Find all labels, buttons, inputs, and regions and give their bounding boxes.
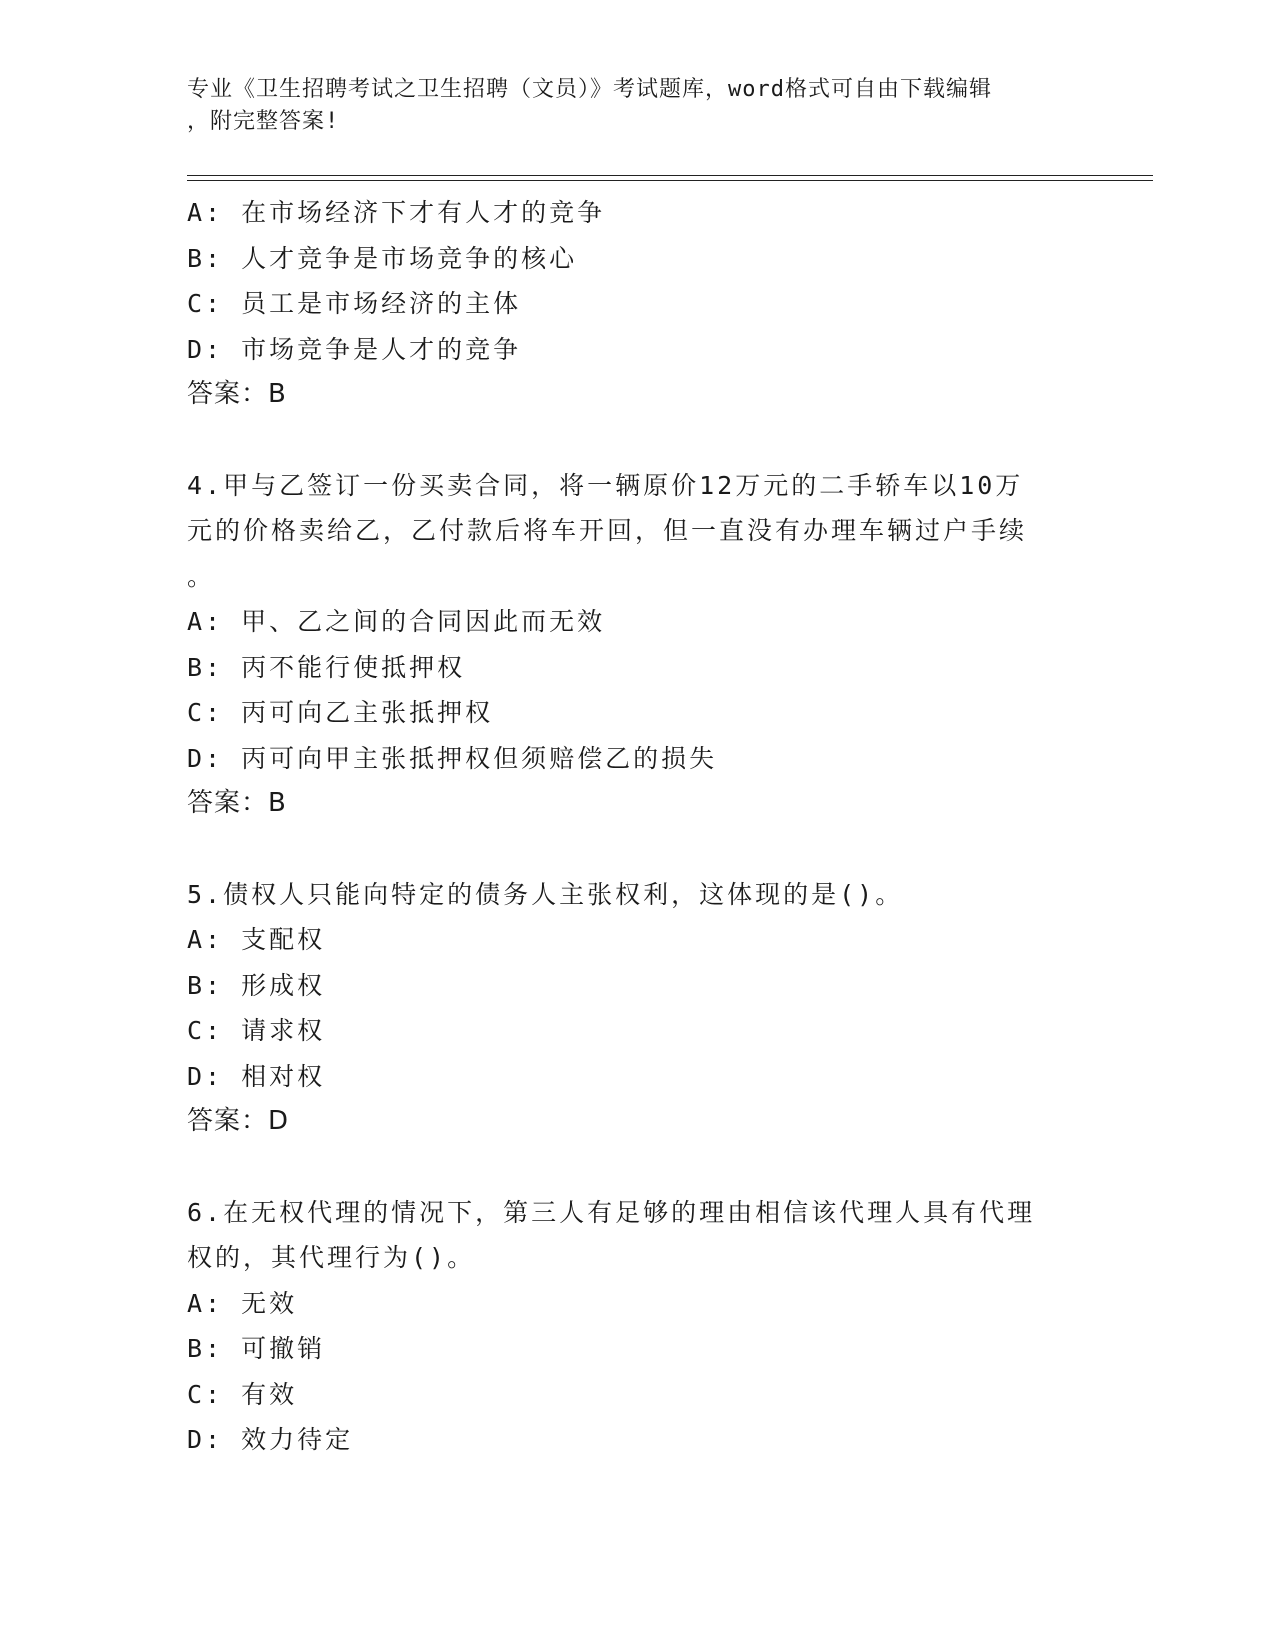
option-b: B: 丙不能行使抵押权 [187, 652, 466, 682]
question-stem-line: 6.在无权代理的情况下，第三人有足够的理由相信该代理人具有代理 [187, 1197, 1036, 1227]
spacer [187, 827, 1087, 872]
option-c: C: 丙可向乙主张抵押权 [187, 698, 494, 727]
question-5 [187, 872, 1087, 1145]
option-c: C: 有效 [187, 1379, 298, 1409]
option-d: D: 市场竞争是人才的竞争 [187, 334, 522, 364]
option-a: A: 无效 [187, 1288, 298, 1318]
option-d: D: 相对权 [187, 1061, 326, 1091]
option-a: A: 在市场经济下才有人才的竞争 [187, 198, 606, 227]
document-header [187, 74, 1067, 138]
question-6 [187, 1190, 1087, 1463]
option-a: A: 支配权 [187, 925, 326, 954]
option-c: C: 请求权 [187, 1016, 326, 1045]
spacer [187, 1145, 1087, 1190]
header-line-2: ，附完整答案! [187, 109, 340, 134]
answer-line: 答案：B [187, 788, 287, 818]
option-c: C: 员工是市场经济的主体 [187, 289, 522, 318]
option-b: B: 形成权 [187, 970, 326, 1000]
question-3 [187, 190, 1087, 418]
option-b: B: 可撤销 [187, 1334, 326, 1363]
option-b: B: 人才竞争是市场竞争的核心 [187, 243, 578, 273]
question-stem-line: 4.甲与乙签订一份买卖合同，将一辆原价12万元的二手轿车以10万 [187, 470, 1024, 500]
header-rule-top [187, 175, 1153, 176]
question-stem-line: 。 [187, 561, 216, 591]
header-rule-bottom [187, 180, 1153, 181]
answer-line: 答案：D [187, 1106, 290, 1136]
question-list [187, 190, 1087, 1463]
option-d: D: 效力待定 [187, 1425, 354, 1454]
spacer [187, 418, 1087, 463]
question-stem-line: 元的价格卖给乙，乙付款后将车开回，但一直没有办理车辆过户手续 [187, 516, 1028, 545]
question-stem-line: 权的，其代理行为()。 [187, 1243, 476, 1272]
option-d: D: 丙可向甲主张抵押权但须赔偿乙的损失 [187, 743, 718, 773]
question-stem-line: 5.债权人只能向特定的债务人主张权利，这体现的是()。 [187, 879, 904, 909]
answer-line: 答案：B [187, 379, 287, 409]
header-line-1: 专业《卫生招聘考试之卫生招聘（文员）》考试题库，word格式可自由下载编辑 [187, 77, 992, 102]
option-a: A: 甲、乙之间的合同因此而无效 [187, 607, 606, 636]
question-4 [187, 463, 1087, 827]
